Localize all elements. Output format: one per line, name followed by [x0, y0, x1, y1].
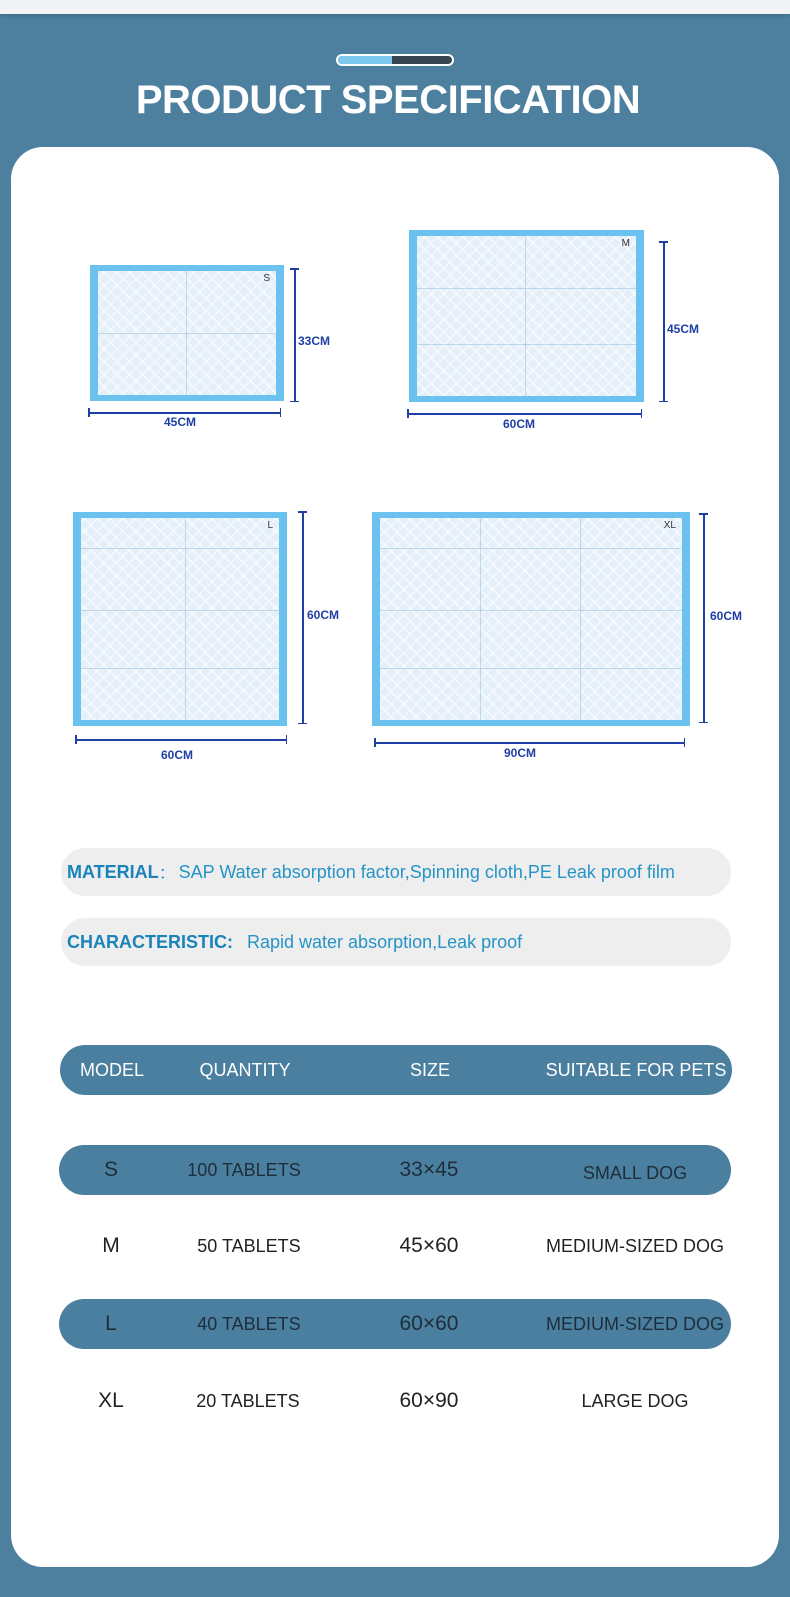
row-size: 45×60	[399, 1234, 459, 1257]
section-indicator	[336, 54, 454, 66]
material-separator: ：	[158, 863, 177, 883]
width-dimension-line	[75, 739, 287, 741]
height-dimension-label: 45CM	[667, 322, 700, 336]
row-model: XL	[98, 1389, 124, 1412]
row-suitable-for-pets: SMALL DOG	[582, 1162, 688, 1183]
row-model: S	[103, 1158, 118, 1181]
height-dimension-line	[302, 511, 304, 724]
row-quantity: 40 TABLETS	[197, 1313, 301, 1334]
pad-image-l	[73, 512, 287, 726]
width-dimension-line	[88, 412, 281, 414]
width-dimension-line	[374, 742, 685, 744]
row-quantity: 50 TABLETS	[197, 1235, 301, 1256]
row-model: M	[102, 1234, 120, 1257]
row-size: 60×60	[399, 1312, 459, 1335]
width-dimension-label: 45CM	[164, 415, 197, 429]
table-row	[59, 1299, 731, 1349]
pad-image-xl	[372, 512, 690, 726]
table-header	[60, 1045, 732, 1095]
height-dimension-label: 33CM	[298, 334, 331, 348]
width-dimension-label: 90CM	[504, 746, 537, 760]
table-row	[59, 1145, 731, 1195]
top-strip	[0, 0, 790, 14]
material-value: SAP Water absorption factor,Spinning cloth,PE Leak proof film	[178, 861, 675, 882]
pad-size-label: XL	[663, 520, 676, 531]
table-row	[59, 1376, 731, 1426]
height-dimension-line	[663, 241, 665, 402]
width-dimension-line	[407, 413, 642, 415]
row-suitable-for-pets: MEDIUM-SIZED DOG	[546, 1313, 724, 1334]
header-quantity: QUANTITY	[199, 1059, 291, 1080]
table-row	[59, 1221, 731, 1271]
height-dimension-label: 60CM	[710, 609, 743, 623]
row-suitable-for-pets: MEDIUM-SIZED DOG	[546, 1235, 724, 1256]
height-dimension-label: 60CM	[307, 608, 340, 622]
row-quantity: 100 TABLETS	[187, 1159, 301, 1180]
pad-size-label: L	[267, 520, 273, 531]
header-size: SIZE	[409, 1059, 450, 1080]
characteristic-value: Rapid water absorption,Leak proof	[247, 931, 523, 952]
height-dimension-line	[703, 513, 705, 723]
row-quantity: 20 TABLETS	[196, 1390, 300, 1411]
row-size: 33×45	[399, 1158, 459, 1181]
row-model: L	[105, 1312, 117, 1335]
material-label: MATERIAL	[67, 861, 159, 882]
pad-image-m	[409, 230, 644, 402]
width-dimension-label: 60CM	[503, 417, 536, 431]
height-dimension-line	[294, 268, 296, 402]
pad-size-label: M	[621, 238, 630, 249]
header-model: MODEL	[79, 1059, 144, 1080]
header-suitable-for-pets: SUITABLE FOR PETS	[545, 1059, 727, 1080]
page-title: PRODUCT SPECIFICATION	[135, 78, 641, 122]
width-dimension-label: 60CM	[161, 748, 194, 762]
characteristic-label: CHARACTERISTIC:	[67, 931, 233, 952]
pad-image-s	[90, 265, 284, 401]
row-suitable-for-pets: LARGE DOG	[581, 1390, 689, 1411]
row-size: 60×90	[399, 1389, 459, 1412]
characteristic-row	[61, 918, 731, 966]
material-row	[61, 848, 731, 896]
pad-size-label: S	[263, 273, 270, 284]
